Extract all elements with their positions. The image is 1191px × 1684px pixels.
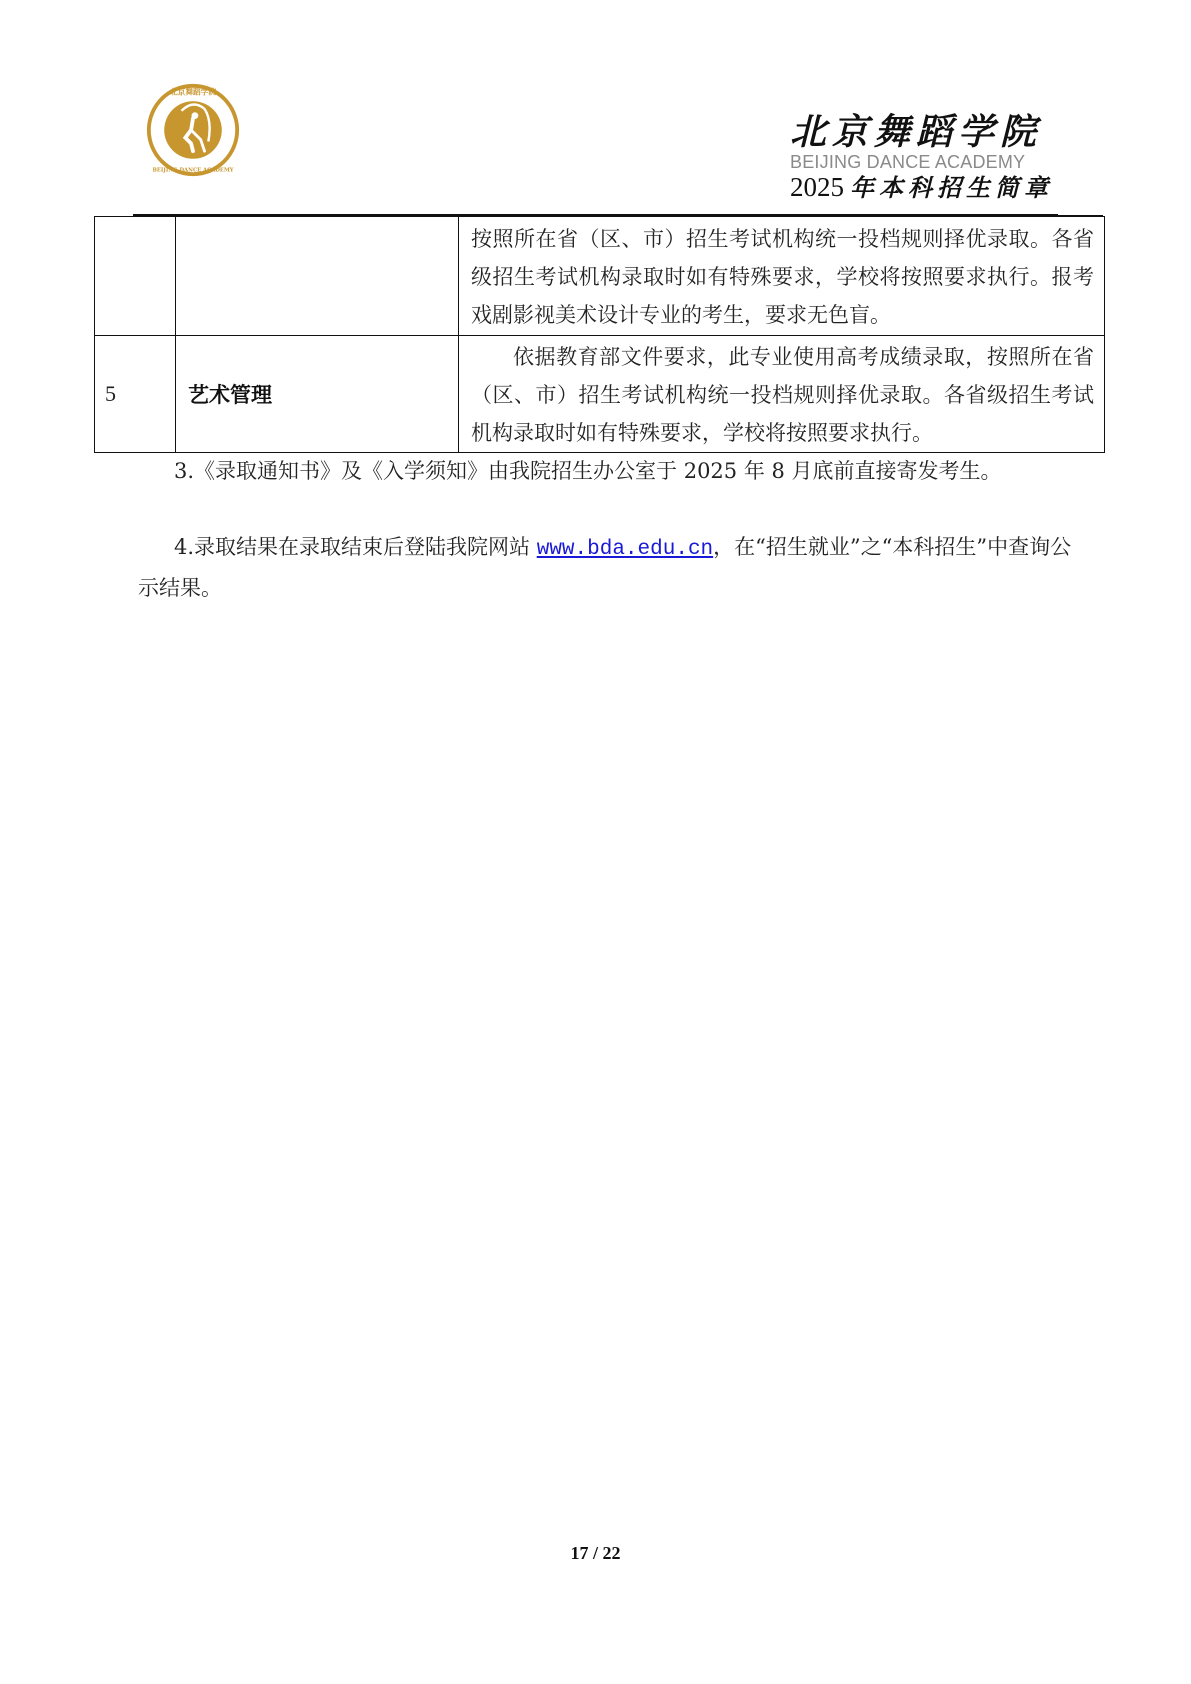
document-subtitle bbox=[790, 171, 1080, 204]
admission-description: 依据教育部文件要求，此专业使用高考成绩录取，按照所在省（区、市）招生考试机构统一投档规则择优录取。各省级招生考试机构录取时如有特殊要求，学校将按照要求执行。 bbox=[459, 336, 1105, 453]
admission-rules-table bbox=[94, 216, 1105, 453]
subtitle-text: 年本科招生简章 bbox=[850, 173, 1053, 202]
p4-text-after: ，在“招生就业”之“本科招生”中查询公示结果。 bbox=[138, 535, 1072, 600]
paragraph-notice-letter: 3.《录取通知书》及《入学须知》由我院招生办公室于 2025 年 8 月底前直接寄发考生。 bbox=[174, 459, 1002, 483]
header-brand bbox=[790, 112, 1080, 204]
row-number bbox=[95, 217, 176, 336]
p4-text-before: 4.录取结果在录取结束后登陆我院网站 bbox=[174, 535, 537, 559]
table-row bbox=[95, 336, 1105, 453]
page-indicator: 17 / 22 bbox=[570, 1543, 621, 1563]
svg-text:BEIJING DANCE ACADEMY: BEIJING DANCE ACADEMY bbox=[152, 167, 234, 174]
bda-seal-logo-icon bbox=[145, 82, 241, 178]
brand-name-en: BEIJING DANCE ACADEMY bbox=[790, 152, 1026, 172]
admission-description: 按照所在省（区、市）招生考试机构统一投档规则择优录取。各省级招生考试机构录取时如有特殊要求，学校将按照要求执行。报考戏剧影视美术设计专业的考生，要求无色盲。 bbox=[459, 217, 1105, 336]
major-name: 艺术管理 bbox=[176, 336, 459, 453]
paragraph-results-query bbox=[138, 528, 1073, 607]
subtitle-year: 2025 bbox=[790, 172, 844, 202]
svg-text:北京舞蹈学院: 北京舞蹈学院 bbox=[169, 87, 217, 97]
row-number: 5 bbox=[95, 336, 176, 453]
table-row bbox=[95, 217, 1105, 336]
major-name bbox=[176, 217, 459, 336]
brand-name-cn: 北京舞蹈学院 bbox=[790, 111, 1043, 153]
website-link[interactable]: www.bda.edu.cn bbox=[536, 538, 714, 561]
